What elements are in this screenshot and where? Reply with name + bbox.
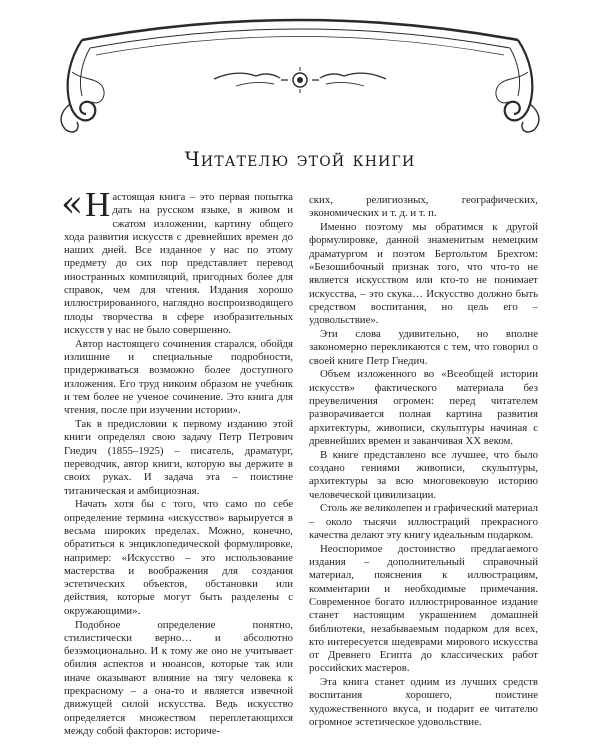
paragraph: Столь же великолепен и графический материал – около тысячи иллюстраций прекрасного качества делают эту книгу идеальным подарком. — [309, 502, 538, 541]
text-column-left — [61, 184, 293, 738]
paragraph-continuation: ских, религиозных, географических, экономических и т. д. и т. п. — [309, 194, 538, 220]
paragraph: Объем изложенного во «Всеобщей истории искусств» фактического материала без преувеличения огромен: перед читателем разворачивается полная картина развития архитектуры, живописи, скульптуры начиная с древнейших времен и заканчивая XX веком. — [309, 368, 538, 447]
paragraph: Так в предисловии к первому изданию этой книги определял свою задачу Петр Петрович Гнедич (1855–1925) – писатель, драматург, переводчик, автор книги, которую вы держите в своих руках. И задача эта – поистине титаническая и амбициозная. — [64, 418, 293, 497]
paragraph: В книге представлено все лучшее, что было создано гениями живописи, скульптуры, архитектуры за всю многовековую историю человеческой цивилизации. — [309, 448, 538, 501]
paragraph: Эти слова удивительно, но вполне закономерно перекликаются с тем, что говорил о своей книге Петр Гнедич. — [309, 327, 538, 367]
intro-text: астоящая книга – это первая попытка дать на русском языке, в живом и сжатом изложении, картину общего хода развития искусств с древнейших времен до наших дней. Все изданное у нас по этому предмету до сих пор представляет перевод иностранных компиляций, пригодных более для справок, чем для чтения. Издания хорошо иллюстрированного, наглядно воспроизводящего плоды творчества в сфере изобразительных искусств у нас не было совершенно. — [64, 191, 293, 336]
intro-paragraph — [61, 184, 293, 337]
paragraph: Неоспоримое достоинство предлагаемого издания – дополнительный справочный материал, пояснения к иллюстрациям, комментарии и необходимые примечания. Современное богато иллюстрированное издание станет настоящим украшением домашней библиотеки, незабываемым подарком для всех, кто интересуется шедеврами мирового искусства от Древнего Египта до классических работ российских мастеров. — [309, 542, 538, 675]
frame-right-leg — [496, 40, 539, 132]
opening-guillemet: « — [61, 184, 84, 225]
decorative-header-frame — [0, 0, 600, 135]
drop-cap: Н — [85, 185, 111, 224]
paragraph: Эта книга станет одним из лучших средств воспитания хорошего, поистине художественного вкуса, и подарит ее читателю огромное эстетическое удовольствие. — [309, 676, 538, 729]
frame-center-rosette — [214, 67, 386, 93]
paragraph: Подобное определение понятно, стилистически верно… и абсолютно безэмоционально. И к тому же оно не учитывает обилия аспектов и нюансов, которые так или иначе оказывают влияние на тягу человека к прекрасному – а она-то и является извечной движущей силой искусства. Ведь искусство определяется множеством переплетающихся между собой факторов: историче- — [64, 618, 293, 737]
frame-left-leg — [61, 40, 104, 132]
page-title: Читателю этой книги — [184, 148, 416, 171]
frame-top-bar — [82, 20, 518, 55]
paragraph: Начать хотя бы с того, что само по себе определение термина «искусство» варьируется в весьма широких пределах. Можно, конечно, обратиться к энциклопедической формулировке, например: «Искусство – это использование мастерства и воображения для создания эстетических объектов, обстановки или действия, которые могут быть разделены с окружающими». — [64, 498, 293, 617]
text-column-right — [309, 194, 538, 729]
paragraph: Именно поэтому мы обратимся к другой формулировке, данной знаменитым немецким драматургом и поэтом Бертольтом Брехтом: «Безошибочный признак того, что что-то не является искусством или кто-то не понимает искусства, – это скука… Искусство должно быть средством воспитания, но цель его – удовольствие». — [309, 221, 538, 327]
paragraph: Автор настоящего сочинения старался, обойдя излишние и специальные подробности, придерживаться возможно более доступного изложения. Его труд никоим образом не учебник и тем более не ученое сочинение. Это книга для чтения, после при изучении истории». — [64, 337, 293, 417]
